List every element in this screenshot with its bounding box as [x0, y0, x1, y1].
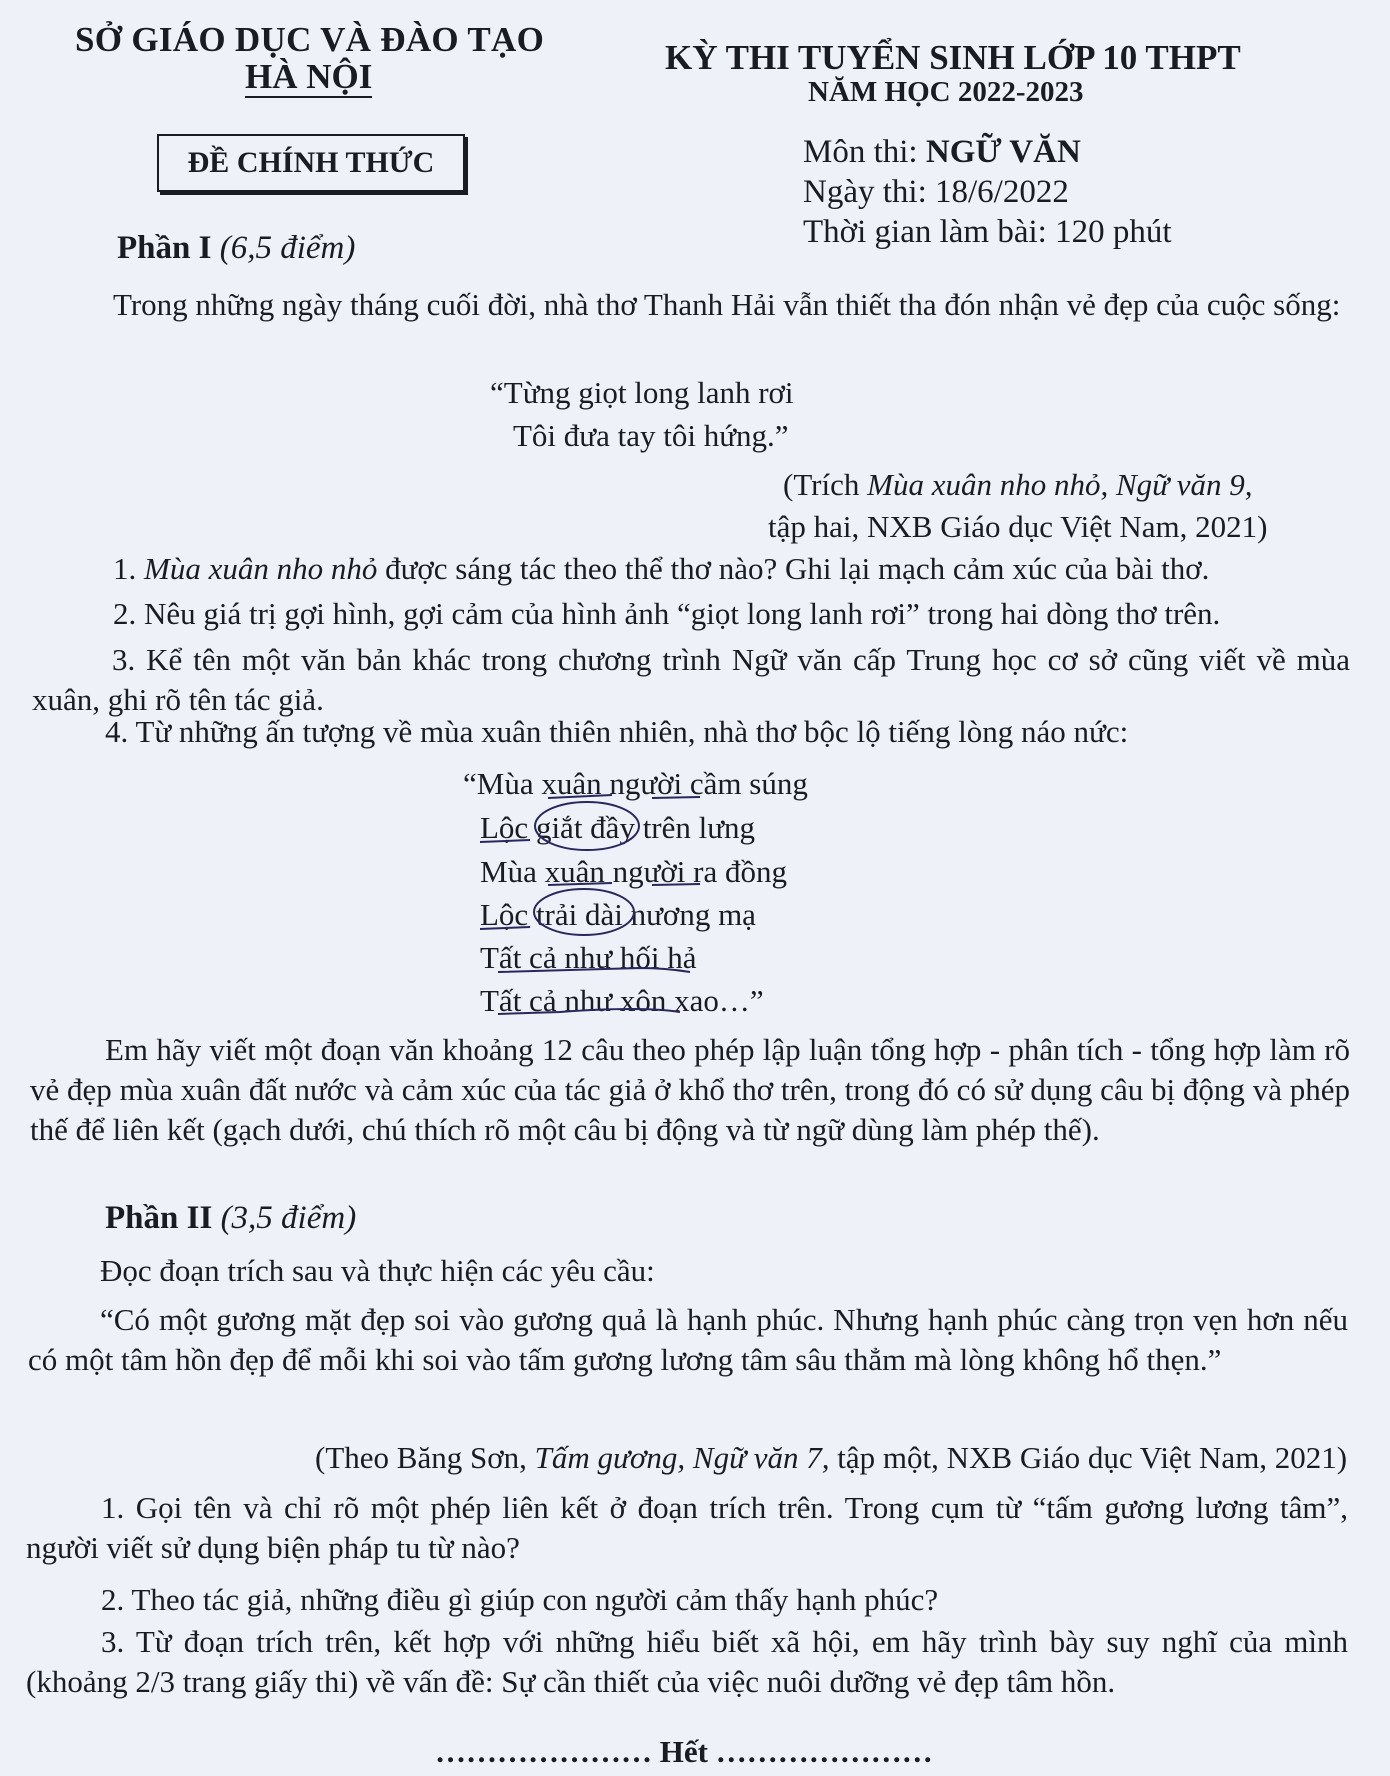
org-name-line2: HÀ NỘI: [245, 57, 373, 96]
underline-mark: [548, 795, 612, 798]
part2-heading: [105, 1200, 356, 1237]
end-marker: ………………… Hết …………………: [435, 1734, 933, 1769]
subject-value: NGỮ VĂN: [925, 134, 1081, 170]
duration-value: 120 phút: [1055, 214, 1172, 250]
circle-mark: [534, 889, 634, 935]
question-3: 3. Kể tên một văn bản khác trong chương trình Ngữ văn cấp Trung học cơ sở cũng viết về mùa xuân, ghi rõ tên tác giả.: [32, 642, 1350, 717]
part2-points: (3,5 điểm): [220, 1200, 357, 1236]
duration-label: Thời gian làm bài:: [803, 214, 1047, 250]
part2-source-rest: tập một, NXB Giáo dục Việt Nam, 2021): [837, 1440, 1348, 1475]
quote-line-1: “Từng giọt long lanh rơi: [490, 375, 794, 410]
part1-title: Phần I: [117, 230, 212, 266]
question-1-text: được sáng tác theo thể thơ nào? Ghi lại mạch cảm xúc của bài thơ.: [385, 551, 1210, 586]
part2-intro: Đọc đoạn trích sau và thực hiện các yêu cầu:: [100, 1253, 655, 1288]
quote-line-2: Tôi đưa tay tôi hứng.”: [513, 418, 789, 453]
question-2: 2. Nêu giá trị gợi hình, gợi cảm của hình ảnh “giọt long lanh rơi” trong hai dòng thơ trên.: [113, 596, 1221, 631]
part2-excerpt: “Có một gương mặt đẹp soi vào gương quả là hạnh phúc. Nhưng hạnh phúc càng trọn vẹn hơn nếu có một tâm hồn đẹp để mỗi khi soi vào tấm gương lương tâm sâu thẳm mà lòng không hổ thẹn.”: [28, 1302, 1348, 1377]
stanza-line-2: Lộc giắt đầy trên lưng: [480, 810, 756, 845]
question-1-number: 1.: [113, 551, 137, 586]
subject-label: Môn thi:: [803, 134, 918, 170]
part2-question-2: 2. Theo tác giả, những điều gì giúp con người cảm thấy hạnh phúc?: [101, 1582, 939, 1617]
circle-mark: [535, 802, 639, 850]
underline-mark: [498, 968, 690, 972]
stanza-line-1: “Mùa xuân người cầm súng: [463, 766, 808, 801]
part2-question-1: 1. Gọi tên và chỉ rõ một phép liên kết ở đoạn trích trên. Trong cụm từ “tấm gương lương tâm”, người viết sử dụng biện pháp tu từ nào?: [26, 1490, 1348, 1565]
underline-mark: [498, 1009, 680, 1014]
underline-mark: [480, 840, 530, 842]
part1-points: (6,5 điểm): [219, 230, 356, 266]
part2-source: [315, 1440, 1347, 1476]
stanza-line-3: Mùa xuân người ra đồng: [480, 854, 787, 889]
question-4: 4. Từ những ấn tượng về mùa xuân thiên nhiên, nhà thơ bộc lộ tiếng lòng náo nức:: [105, 714, 1129, 749]
part2-source-prefix: (Theo Băng Sơn,: [315, 1440, 527, 1475]
stanza-line-4: Lộc trải dài nương mạ: [480, 897, 756, 932]
part2-title: Phần II: [105, 1200, 213, 1236]
underline-mark: [480, 927, 530, 929]
part1-intro: Trong những ngày tháng cuối đời, nhà thơ Thanh Hải vẫn thiết tha đón nhận vẻ đẹp của cuộc sống:: [113, 287, 1341, 322]
underline-mark: [548, 883, 612, 885]
exam-year: NĂM HỌC 2022-2023: [808, 76, 1084, 108]
question-1-title: Mùa xuân nho nhỏ: [144, 551, 378, 586]
underline-mark: [652, 884, 700, 885]
part1-task: Em hãy viết một đoạn văn khoảng 12 câu theo phép lập luận tổng hợp - phân tích - tổng hợp làm rõ vẻ đẹp mùa xuân đất nước và cảm xúc của tác giả ở khổ thơ trên, trong đó có sử dụng câu bị động và phép thế để liên kết (gạch dưới, chú thích rõ một câu bị động và từ ngữ dùng làm phép thế).: [30, 1032, 1350, 1147]
org-name-line1: SỞ GIÁO DỤC VÀ ĐÀO TẠO: [75, 20, 545, 59]
source-prefix: (Trích: [783, 467, 860, 502]
date-label: Ngày thi:: [803, 174, 927, 210]
stanza-line-5: Tất cả như hối hả: [480, 940, 697, 975]
part2-question-3: 3. Từ đoạn trích trên, kết hợp với những hiểu biết xã hội, em hãy trình bày suy nghĩ của mình (khoảng 2/3 trang giấy thi) về vấn đề: Sự cần thiết của việc nuôi dưỡng vẻ đẹp tâm hồn.: [26, 1624, 1348, 1699]
official-stamp-box: ĐỀ CHÍNH THỨC: [157, 134, 465, 192]
date-value: 18/6/2022: [934, 174, 1069, 210]
source-line-2: tập hai, NXB Giáo dục Việt Nam, 2021): [768, 509, 1268, 544]
source-title: Mùa xuân nho nhỏ, Ngữ văn 9,: [867, 467, 1253, 502]
underline-mark: [652, 797, 700, 798]
part2-source-title: Tấm gương, Ngữ văn 7,: [534, 1440, 830, 1475]
exam-title: KỲ THI TUYỂN SINH LỚP 10 THPT: [665, 38, 1241, 77]
stanza-line-6: Tất cả như xôn xao…”: [480, 983, 764, 1018]
